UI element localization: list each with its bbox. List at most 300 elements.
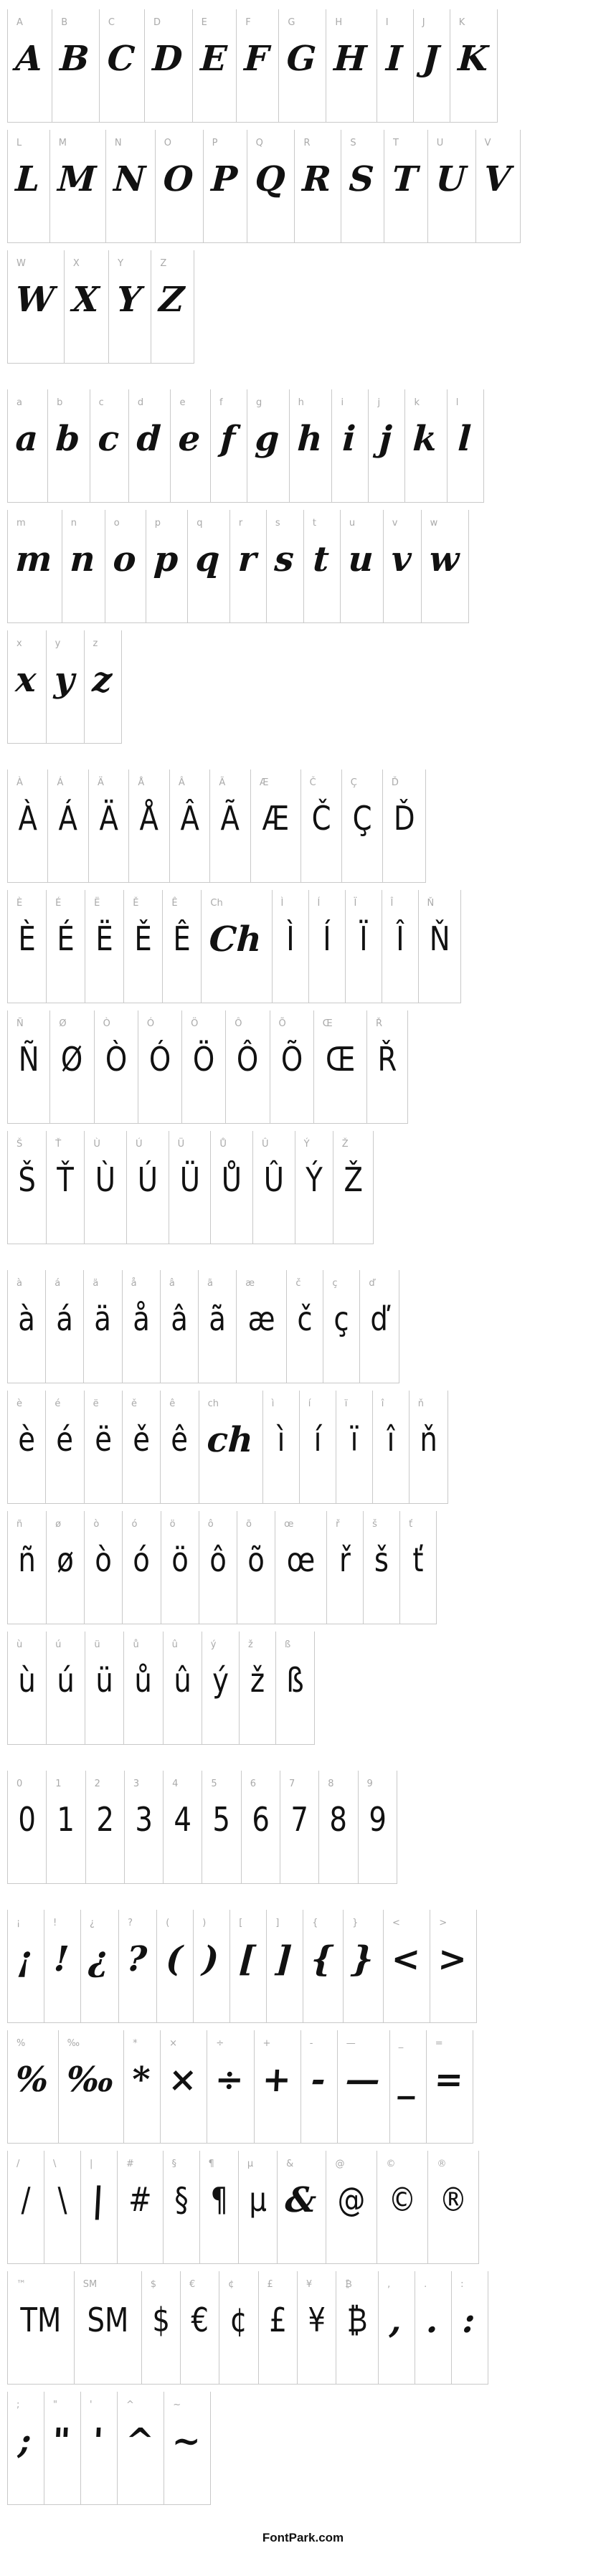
glyph-cell-glyph: ý bbox=[212, 1661, 229, 1700]
glyph-cell-label: Œ bbox=[322, 1018, 333, 1029]
glyph-cell-label: û bbox=[171, 1639, 178, 1650]
glyph-cell bbox=[278, 9, 326, 123]
glyph-cell-label: w bbox=[430, 518, 438, 529]
glyph-cell-glyph: ¶ bbox=[209, 2180, 228, 2219]
glyph-cell-label: : bbox=[460, 2279, 464, 2290]
glyph-cell-label: ¡ bbox=[16, 1918, 21, 1928]
glyph-cell-label: t bbox=[312, 518, 316, 529]
glyph-cell bbox=[122, 1270, 161, 1383]
glyph-cell-label: 6 bbox=[250, 1779, 256, 1789]
glyph-cell-label: č bbox=[295, 1278, 301, 1289]
glyph-cell bbox=[7, 510, 62, 623]
glyph-cell-label: " bbox=[53, 2400, 57, 2410]
glyph-cell-glyph: Y bbox=[115, 280, 143, 320]
glyph-cell-label: ^ bbox=[126, 2400, 134, 2410]
glyph-cell-glyph: ď bbox=[370, 1299, 389, 1338]
glyph-cell bbox=[198, 1270, 237, 1383]
glyph-cell-glyph: I bbox=[384, 39, 404, 79]
glyph-cell-glyph: ! bbox=[52, 1939, 70, 1979]
glyph-cell bbox=[181, 1010, 226, 1124]
glyph-cell bbox=[336, 1391, 373, 1504]
glyph-cell-glyph: ch bbox=[205, 1420, 254, 1460]
glyph-cell-label: á bbox=[55, 1278, 61, 1289]
glyph-cell-label: ý bbox=[210, 1639, 217, 1650]
glyph-cell bbox=[99, 9, 145, 123]
glyph-cell bbox=[209, 770, 250, 883]
glyph-cell-glyph: O bbox=[161, 159, 194, 199]
glyph-cell-glyph: ì bbox=[277, 1420, 285, 1459]
glyph-cell bbox=[340, 510, 384, 623]
glyph-cell bbox=[160, 1270, 199, 1383]
glyph-cell-glyph: f bbox=[219, 419, 237, 459]
glyph-cell-label: $ bbox=[150, 2279, 156, 2290]
glyph-cell bbox=[202, 1771, 241, 1884]
glyph-cell-label: ò bbox=[93, 1519, 100, 1530]
glyph-cell bbox=[199, 2151, 239, 2264]
glyph-cell bbox=[7, 770, 48, 883]
glyph-cell-label: O bbox=[164, 138, 171, 148]
glyph-cell-glyph: & bbox=[284, 2180, 318, 2220]
glyph-cell-glyph: a bbox=[14, 419, 39, 459]
glyph-cell bbox=[105, 510, 146, 623]
glyph-cell bbox=[359, 1270, 399, 1383]
glyph-cell-glyph: Č bbox=[311, 799, 331, 838]
glyph-cell-glyph: @ bbox=[338, 2180, 366, 2219]
glyph-cell-label: ' bbox=[90, 2400, 93, 2410]
glyph-cell-label: { bbox=[312, 1918, 318, 1928]
glyph-cell-glyph: j bbox=[379, 419, 394, 459]
glyph-cell-glyph: E bbox=[199, 39, 228, 79]
glyph-cell-glyph: > bbox=[437, 1939, 468, 1979]
glyph-cell bbox=[303, 1910, 344, 2023]
glyph-cell-label: Ê bbox=[171, 898, 178, 909]
glyph-cell-label: < bbox=[392, 1918, 400, 1928]
glyph-cell-label: N bbox=[114, 138, 122, 148]
glyph-cell bbox=[239, 1632, 276, 1745]
glyph-cell-label: ě bbox=[131, 1398, 137, 1409]
glyph-cell-label: , bbox=[387, 2279, 391, 2290]
glyph-cell-glyph: ~ bbox=[171, 2421, 202, 2461]
glyph-cell bbox=[382, 770, 426, 883]
glyph-cell-glyph: ) bbox=[202, 1939, 220, 1979]
glyph-cell-glyph: [ bbox=[238, 1939, 257, 1979]
glyph-cell-glyph: Æ bbox=[262, 799, 290, 838]
glyph-cell-label: Û bbox=[262, 1139, 269, 1150]
glyph-cell bbox=[163, 1771, 202, 1884]
glyph-cell-label: ö bbox=[169, 1519, 176, 1530]
glyph-cell bbox=[377, 9, 414, 123]
glyph-cell-glyph: F bbox=[243, 39, 270, 79]
glyph-table bbox=[7, 9, 599, 2505]
glyph-cell-glyph: W bbox=[14, 280, 56, 320]
glyph-cell-label: Ø bbox=[59, 1018, 67, 1029]
glyph-row bbox=[7, 1391, 599, 1504]
glyph-cell-label: È bbox=[16, 898, 23, 909]
glyph-cell bbox=[7, 1270, 46, 1383]
glyph-cell bbox=[44, 2151, 81, 2264]
glyph-cell bbox=[58, 2030, 124, 2144]
glyph-cell bbox=[169, 770, 210, 883]
glyph-cell-glyph: Ù bbox=[95, 1160, 116, 1199]
glyph-cell-glyph: d bbox=[136, 419, 162, 459]
glyph-cell bbox=[384, 130, 428, 243]
glyph-cell bbox=[128, 389, 171, 503]
glyph-cell bbox=[84, 1511, 123, 1624]
glyph-cell bbox=[326, 1511, 364, 1624]
glyph-cell bbox=[7, 1391, 46, 1504]
glyph-cell-label: j bbox=[377, 397, 381, 408]
glyph-cell-glyph: î bbox=[387, 1420, 395, 1459]
glyph-cell-label: ď bbox=[369, 1278, 375, 1289]
glyph-cell-label: ü bbox=[94, 1639, 100, 1650]
glyph-cell-glyph: — bbox=[344, 2060, 381, 2100]
glyph-cell-label: Ñ bbox=[16, 1018, 24, 1029]
glyph-cell-label: À bbox=[16, 777, 23, 788]
glyph-cell bbox=[378, 2271, 415, 2385]
glyph-cell-glyph: é bbox=[56, 1420, 74, 1459]
glyph-cell-label: 4 bbox=[172, 1779, 179, 1789]
glyph-row bbox=[7, 1511, 599, 1624]
glyph-cell-glyph: y bbox=[52, 660, 75, 700]
glyph-cell-label: 5 bbox=[211, 1779, 217, 1789]
glyph-cell-glyph: 9 bbox=[368, 1800, 387, 1839]
glyph-cell-glyph: ; bbox=[17, 2421, 33, 2461]
glyph-cell-label: Ô bbox=[235, 1018, 242, 1029]
glyph-cell-label: ] bbox=[275, 1918, 280, 1928]
glyph-row bbox=[7, 130, 599, 243]
glyph-cell-label: Æ bbox=[259, 777, 269, 788]
glyph-cell-label: ë bbox=[93, 1398, 99, 1409]
glyph-cell-label: x bbox=[16, 638, 22, 649]
glyph-cell-label: L bbox=[16, 138, 22, 148]
glyph-cell-label: 0 bbox=[16, 1779, 23, 1789]
glyph-cell bbox=[295, 1131, 333, 1244]
glyph-cell-glyph: | bbox=[90, 2180, 105, 2220]
glyph-cell bbox=[345, 890, 382, 1003]
glyph-cell bbox=[237, 1511, 275, 1624]
glyph-cell-label: æ bbox=[245, 1278, 255, 1289]
glyph-cell-label: % bbox=[16, 2038, 26, 2049]
glyph-cell-label: Ò bbox=[103, 1018, 110, 1029]
glyph-cell-glyph: _ bbox=[397, 2060, 417, 2100]
glyph-cell-glyph: $ bbox=[152, 2301, 170, 2339]
glyph-cell-glyph: ] bbox=[275, 1939, 293, 1979]
glyph-cell bbox=[363, 1511, 400, 1624]
glyph-cell bbox=[117, 2392, 164, 2505]
glyph-cell-label: Â bbox=[178, 777, 185, 788]
glyph-cell bbox=[7, 1511, 47, 1624]
glyph-cell-glyph: å bbox=[132, 1299, 150, 1338]
glyph-cell-label: * bbox=[133, 2038, 138, 2049]
glyph-cell-glyph: ï bbox=[350, 1420, 359, 1459]
glyph-row bbox=[7, 1632, 599, 1745]
glyph-cell bbox=[336, 2271, 379, 2385]
glyph-cell bbox=[318, 1771, 358, 1884]
glyph-cell-glyph: 0 bbox=[18, 1800, 36, 1839]
glyph-cell bbox=[49, 130, 106, 243]
glyph-cell-glyph: æ bbox=[247, 1299, 275, 1338]
glyph-cell-glyph: ó bbox=[133, 1540, 151, 1579]
glyph-cell-label: ) bbox=[202, 1918, 207, 1928]
glyph-cell-label: . bbox=[424, 2279, 427, 2290]
glyph-cell-label: Ě bbox=[133, 898, 139, 909]
glyph-cell-label: G bbox=[288, 17, 295, 28]
glyph-cell-glyph: â bbox=[171, 1299, 188, 1338]
glyph-cell-glyph: À bbox=[18, 799, 37, 838]
glyph-cell-label: k bbox=[414, 397, 420, 408]
glyph-cell-glyph: ä bbox=[94, 1299, 112, 1338]
glyph-cell-glyph: n bbox=[69, 539, 96, 579]
glyph-cell-label: £ bbox=[267, 2279, 273, 2290]
glyph-cell-label: € bbox=[189, 2279, 196, 2290]
glyph-cell-glyph: ň bbox=[420, 1420, 437, 1459]
glyph-cell-glyph: ê bbox=[171, 1420, 189, 1459]
glyph-cell-glyph: B bbox=[59, 39, 90, 79]
glyph-cell-label: § bbox=[171, 2159, 177, 2169]
glyph-cell bbox=[83, 1270, 122, 1383]
glyph-cell bbox=[258, 2271, 298, 2385]
glyph-row bbox=[7, 1910, 599, 2023]
glyph-cell bbox=[427, 2151, 479, 2264]
glyph-cell-glyph: Q bbox=[253, 159, 286, 199]
glyph-cell-label: i bbox=[341, 397, 344, 408]
glyph-cell-glyph: G bbox=[285, 39, 318, 79]
glyph-cell-label: î bbox=[381, 1398, 384, 1409]
glyph-cell-glyph: Œ bbox=[325, 1040, 356, 1079]
glyph-cell-glyph: i bbox=[341, 419, 357, 459]
glyph-cell-label: œ bbox=[284, 1519, 294, 1530]
glyph-cell-label: n bbox=[70, 518, 77, 529]
glyph-cell-glyph: Ê bbox=[173, 919, 191, 958]
glyph-cell-label: Ť bbox=[55, 1139, 62, 1150]
glyph-cell-label: Č bbox=[309, 777, 316, 788]
glyph-cell bbox=[7, 1010, 50, 1124]
glyph-cell bbox=[238, 2151, 278, 2264]
glyph-cell bbox=[399, 1511, 437, 1624]
footer-brand: FontPark.com bbox=[262, 2531, 344, 2544]
glyph-cell-glyph: ç bbox=[333, 1299, 350, 1338]
glyph-cell bbox=[294, 130, 341, 243]
glyph-cell bbox=[84, 1131, 127, 1244]
glyph-cell-label: ‰ bbox=[67, 2038, 80, 2049]
glyph-cell bbox=[427, 130, 476, 243]
glyph-cell-glyph: Ch bbox=[208, 919, 263, 960]
glyph-cell bbox=[313, 1010, 367, 1124]
glyph-cell-glyph: v bbox=[390, 539, 412, 579]
glyph-cell-glyph: 7 bbox=[290, 1800, 308, 1839]
glyph-cell bbox=[7, 2392, 44, 2505]
glyph-cell-label: SM bbox=[82, 2279, 98, 2290]
glyph-cell-glyph: ₿ bbox=[346, 2301, 368, 2339]
glyph-cell-label: × bbox=[169, 2038, 177, 2049]
glyph-cell-label: M bbox=[58, 138, 67, 148]
glyph-cell bbox=[141, 2271, 181, 2385]
glyph-cell-label: ( bbox=[166, 1918, 170, 1928]
glyph-cell-glyph: Ì bbox=[285, 919, 295, 958]
glyph-cell-label: Ď bbox=[391, 777, 399, 788]
glyph-cell-glyph: - bbox=[309, 2060, 326, 2100]
glyph-cell bbox=[277, 2151, 326, 2264]
glyph-cell-glyph: Ž bbox=[344, 1160, 363, 1199]
glyph-cell-glyph: e bbox=[177, 419, 202, 459]
glyph-cell-glyph: w bbox=[427, 539, 460, 579]
glyph-cell-label: F bbox=[245, 17, 251, 28]
glyph-cell bbox=[62, 510, 105, 623]
glyph-cell-glyph: 8 bbox=[329, 1800, 348, 1839]
glyph-cell bbox=[80, 1910, 119, 2023]
glyph-cell-glyph: Ř bbox=[377, 1040, 397, 1079]
glyph-cell-label: h bbox=[298, 397, 304, 408]
glyph-cell bbox=[117, 2151, 164, 2264]
glyph-cell-glyph: ô bbox=[209, 1540, 227, 1579]
glyph-cell-glyph: Ë bbox=[95, 919, 113, 958]
glyph-cell-glyph: Š bbox=[18, 1160, 36, 1199]
glyph-cell-glyph: V bbox=[482, 159, 512, 199]
glyph-cell-label: Ý bbox=[303, 1139, 310, 1150]
glyph-cell-glyph: Ô bbox=[237, 1040, 259, 1079]
glyph-cell bbox=[94, 1010, 138, 1124]
glyph-cell bbox=[46, 1632, 85, 1745]
glyph-cell-glyph: Ï bbox=[359, 919, 368, 958]
glyph-cell bbox=[84, 1391, 123, 1504]
glyph-cell-label: ř bbox=[336, 1519, 340, 1530]
glyph-cell-glyph: Ú bbox=[137, 1160, 158, 1199]
glyph-cell bbox=[297, 2271, 336, 2385]
glyph-cell-label: ç bbox=[332, 1278, 338, 1289]
glyph-cell bbox=[430, 1910, 477, 2023]
glyph-cell-glyph: g bbox=[254, 419, 280, 459]
glyph-cell bbox=[210, 1131, 253, 1244]
glyph-cell bbox=[138, 1010, 182, 1124]
glyph-cell bbox=[161, 1511, 199, 1624]
glyph-cell-label: Õ bbox=[278, 1018, 286, 1029]
glyph-cell-glyph: t bbox=[312, 539, 331, 579]
glyph-cell bbox=[266, 510, 304, 623]
glyph-cell-glyph: H bbox=[333, 39, 368, 79]
glyph-cell-glyph: ‰ bbox=[65, 2060, 115, 2100]
glyph-cell-glyph: s bbox=[273, 539, 295, 579]
glyph-group-lowercase-basic bbox=[7, 389, 599, 744]
glyph-cell-glyph: TM bbox=[20, 2301, 62, 2339]
glyph-cell bbox=[421, 510, 469, 623]
glyph-cell-label: ¶ bbox=[208, 2159, 214, 2169]
glyph-cell-label: f bbox=[219, 397, 223, 408]
glyph-cell-glyph: á bbox=[56, 1299, 74, 1338]
glyph-cell bbox=[7, 389, 48, 503]
glyph-cell-glyph: Ě bbox=[134, 919, 152, 958]
glyph-cell bbox=[163, 1632, 202, 1745]
glyph-cell-glyph: SM bbox=[87, 2301, 129, 2339]
glyph-cell-label: ž bbox=[248, 1639, 253, 1650]
glyph-cell bbox=[308, 890, 346, 1003]
glyph-cell-glyph: \ bbox=[57, 2180, 67, 2219]
glyph-group-uppercase-accented bbox=[7, 770, 599, 1244]
glyph-cell bbox=[169, 1131, 212, 1244]
glyph-row bbox=[7, 890, 599, 1003]
glyph-cell-glyph: ¡ bbox=[16, 1939, 34, 1979]
glyph-cell-label: S bbox=[350, 138, 356, 148]
glyph-cell-label: D bbox=[153, 17, 161, 28]
glyph-cell bbox=[377, 2151, 428, 2264]
glyph-cell-label: & bbox=[286, 2159, 294, 2169]
glyph-cell bbox=[247, 130, 295, 243]
glyph-cell-label: m bbox=[16, 518, 26, 529]
glyph-group-uppercase-basic bbox=[7, 9, 599, 364]
glyph-cell-label: ; bbox=[16, 2400, 20, 2410]
glyph-cell bbox=[383, 510, 422, 623]
glyph-cell-label: Ç bbox=[350, 777, 357, 788]
glyph-cell bbox=[450, 9, 498, 123]
glyph-cell bbox=[299, 1391, 336, 1504]
glyph-cell bbox=[207, 2030, 254, 2144]
glyph-cell bbox=[144, 9, 193, 123]
glyph-cell-glyph: Ň bbox=[429, 919, 450, 958]
glyph-cell-label: \ bbox=[53, 2159, 57, 2169]
glyph-cell bbox=[160, 1391, 199, 1504]
glyph-cell bbox=[358, 1771, 397, 1884]
glyph-cell bbox=[80, 2392, 118, 2505]
glyph-cell-label: B bbox=[61, 17, 68, 28]
glyph-cell-glyph: č bbox=[297, 1299, 313, 1338]
glyph-cell bbox=[366, 1010, 408, 1124]
glyph-cell-label: J bbox=[422, 17, 425, 28]
glyph-cell-label: b bbox=[57, 397, 63, 408]
glyph-cell-glyph: 3 bbox=[135, 1800, 153, 1839]
glyph-cell bbox=[45, 1270, 84, 1383]
glyph-row bbox=[7, 9, 599, 123]
glyph-cell bbox=[219, 2271, 258, 2385]
glyph-cell-label: Ň bbox=[427, 898, 435, 909]
glyph-cell-label: ÷ bbox=[216, 2038, 224, 2049]
glyph-cell-label: + bbox=[262, 2038, 271, 2049]
glyph-cell-label: Ö bbox=[191, 1018, 199, 1029]
glyph-cell-label: = bbox=[435, 2038, 443, 2049]
glyph-cell-label: P bbox=[212, 138, 218, 148]
glyph-cell-glyph: É bbox=[57, 919, 75, 958]
glyph-cell bbox=[331, 389, 369, 503]
glyph-cell-label: Ů bbox=[219, 1139, 227, 1150]
glyph-cell bbox=[343, 1910, 384, 2023]
glyph-cell bbox=[337, 2030, 390, 2144]
glyph-cell bbox=[241, 1771, 280, 1884]
glyph-cell-label: p bbox=[154, 518, 161, 529]
glyph-cell bbox=[199, 1391, 263, 1504]
glyph-cell-glyph: ¿ bbox=[87, 1939, 110, 1979]
glyph-cell bbox=[180, 2271, 219, 2385]
glyph-row bbox=[7, 2271, 599, 2385]
glyph-cell-glyph: œ bbox=[286, 1540, 316, 1579]
glyph-cell-label: ú bbox=[55, 1639, 62, 1650]
glyph-cell-label: W bbox=[16, 258, 26, 269]
glyph-cell bbox=[303, 510, 341, 623]
glyph-cell-label: è bbox=[16, 1398, 22, 1409]
glyph-cell bbox=[164, 2392, 211, 2505]
glyph-cell-label: / bbox=[16, 2159, 20, 2169]
glyph-cell-glyph: Ť bbox=[57, 1160, 75, 1199]
glyph-cell-label: ß bbox=[285, 1639, 291, 1650]
glyph-cell bbox=[170, 389, 211, 503]
glyph-cell-label: Z bbox=[160, 258, 167, 269]
glyph-cell-label: 2 bbox=[94, 1779, 100, 1789]
glyph-cell bbox=[300, 770, 342, 883]
glyph-cell bbox=[275, 1511, 327, 1624]
glyph-cell bbox=[254, 2030, 301, 2144]
glyph-cell bbox=[7, 1771, 47, 1884]
glyph-cell-label: ₿ bbox=[345, 2279, 352, 2290]
glyph-cell-label: Y bbox=[118, 258, 124, 269]
glyph-cell-glyph: X bbox=[71, 280, 100, 320]
glyph-cell-label: E bbox=[201, 17, 207, 28]
